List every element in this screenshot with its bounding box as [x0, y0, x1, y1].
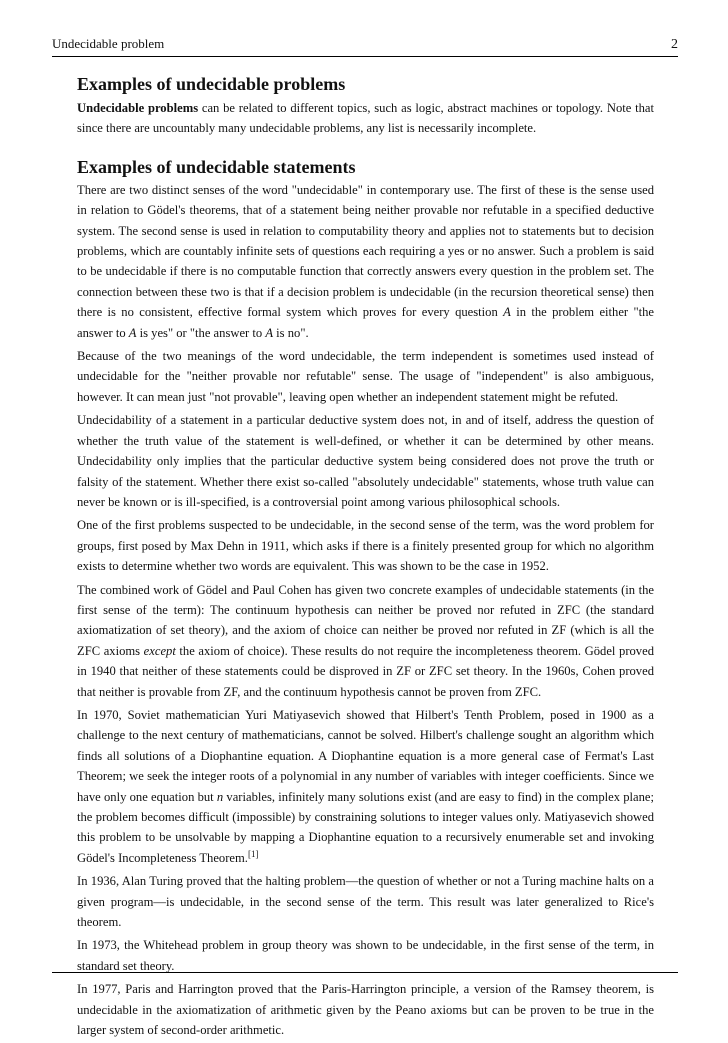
paragraph-goedel-cohen: The combined work of Gödel and Paul Cohen has given two concrete examples of undecidable statements (in the first sense of the term): The continuum hypothesis can neither be proved nor refuted in ZFC (the standard axiomatization of set theory), and the axiom of choice can neither be proved nor refuted in ZF (which is all the ZFC axioms except the axiom of choice). These results do not require the incompleteness theorem. Gödel proved in 1940 that neither of these statements could be disproved in ZF or ZFC set theory. In the 1960s, Cohen proved that neither is provable from ZF, and the continuum hypothesis cannot be proven from ZFC. [77, 582, 654, 699]
paragraph-turing: In 1936, Alan Turing proved that the halting problem—the question of whether or not a Turing machine halts on a given program—is undecidable, in the second sense of the term. This result was later generalized to Rice's theorem. [77, 874, 654, 930]
section-heading-statements: Examples of undecidable statements [77, 156, 356, 177]
paragraph-undecidability: Undecidability of a statement in a particular deductive system does not, in and of itself, address the question of whether the truth value of the statement is well-defined, or whether it can be determined by other means. Undecidability only implies that the particular deductive system being considered does not prove the truth or falsity of the statement. Whether there exist so-called "absolutely undecidable" statements, whose truth value can never be known or is ill-specified, is a controversial point among various philosophical schools. [77, 413, 654, 509]
paragraph-whitehead: In 1973, the Whitehead problem in group theory was shown to be undecidable, in the first sense of the term, in standard set theory. [77, 938, 654, 973]
page-number: 2 [671, 37, 678, 52]
paragraph-two-senses: There are two distinct senses of the word "undecidable" in contemporary use. The first of these is the sense used in relation to Gödel's theorems, that of a statement being neither provable nor refutable in a specified deductive system. The second sense is used in relation to computability theory and applies not to statements but to decision problems, which are countably infinite sets of questions each requiring a yes or no answer. Such a problem is said to be undecidable if there is no computable function that correctly answers every question in the problem set. The connection between these two is that if a decision problem is undecidable (in the recursion theoretical sense) then there is no consistent, effective formal system which proves for every question A in the problem either "the answer to A is yes" or "the answer to A is no". [77, 182, 654, 340]
paragraph-word-problem: One of the first problems suspected to be undecidable, in the second sense of the term, was the word problem for groups, first posed by Max Dehn in 1911, which asks if there is a finitely presented group for which no algorithm exists to determine whether two words are equivalent. This was shown to be the case in 1952. [77, 518, 654, 574]
running-header-title: Undecidable problem [52, 36, 165, 51]
citation-link[interactable]: [1] [247, 848, 259, 859]
paragraph-independent: Because of the two meanings of the word undecidable, the term independent is sometimes used instead of undecidable for the "neither provable nor refutable" sense. The usage of "independent" is also ambiguous, however. It can mean just "not provable", leaving open whether an independent statement might be refuted. [77, 349, 654, 404]
footer-rule [52, 972, 678, 973]
paragraph-paris-harrington: In 1977, Paris and Harrington proved that the Paris-Harrington principle, a version of the Ramsey theorem, is undecidable in the axiomatization of arithmetic given by the Peano axioms but can be proven to be true in the larger system of second-order arithmetic. [77, 982, 654, 1038]
intro-paragraph: Undecidable problems can be related to different topics, such as logic, abstract machines or topology. Note that since there are uncountably many undecidable problems, any list is necessarily incomplete. [77, 101, 654, 136]
intro-bold-term: Undecidable problems [77, 101, 199, 115]
article-body [77, 72, 654, 1043]
section-heading-problems: Examples of undecidable problems [77, 74, 346, 94]
paragraph-matiyasevich: In 1970, Soviet mathematician Yuri Matiyasevich showed that Hilbert's Tenth Problem, posed in 1900 as a challenge to the next century of mathematicians, cannot be solved. Hilbert's challenge sought an algorithm which finds all solutions of a Diophantine equation. A Diophantine equation is a more general case of Fermat's Last Theorem; we seek the integer roots of a polynomial in any number of variables with integer coefficients. Since we have only one equation but n variables, infinitely many solutions exist (and are easy to find) in the complex plane; the problem becomes difficult (impossible) by constraining solutions to integer values only. Matiyasevich showed this problem to be unsolvable by mapping a Diophantine equation to a recursively enumerable set and invoking Gödel's Incompleteness Theorem.[1] [77, 707, 655, 865]
running-header [52, 36, 678, 57]
